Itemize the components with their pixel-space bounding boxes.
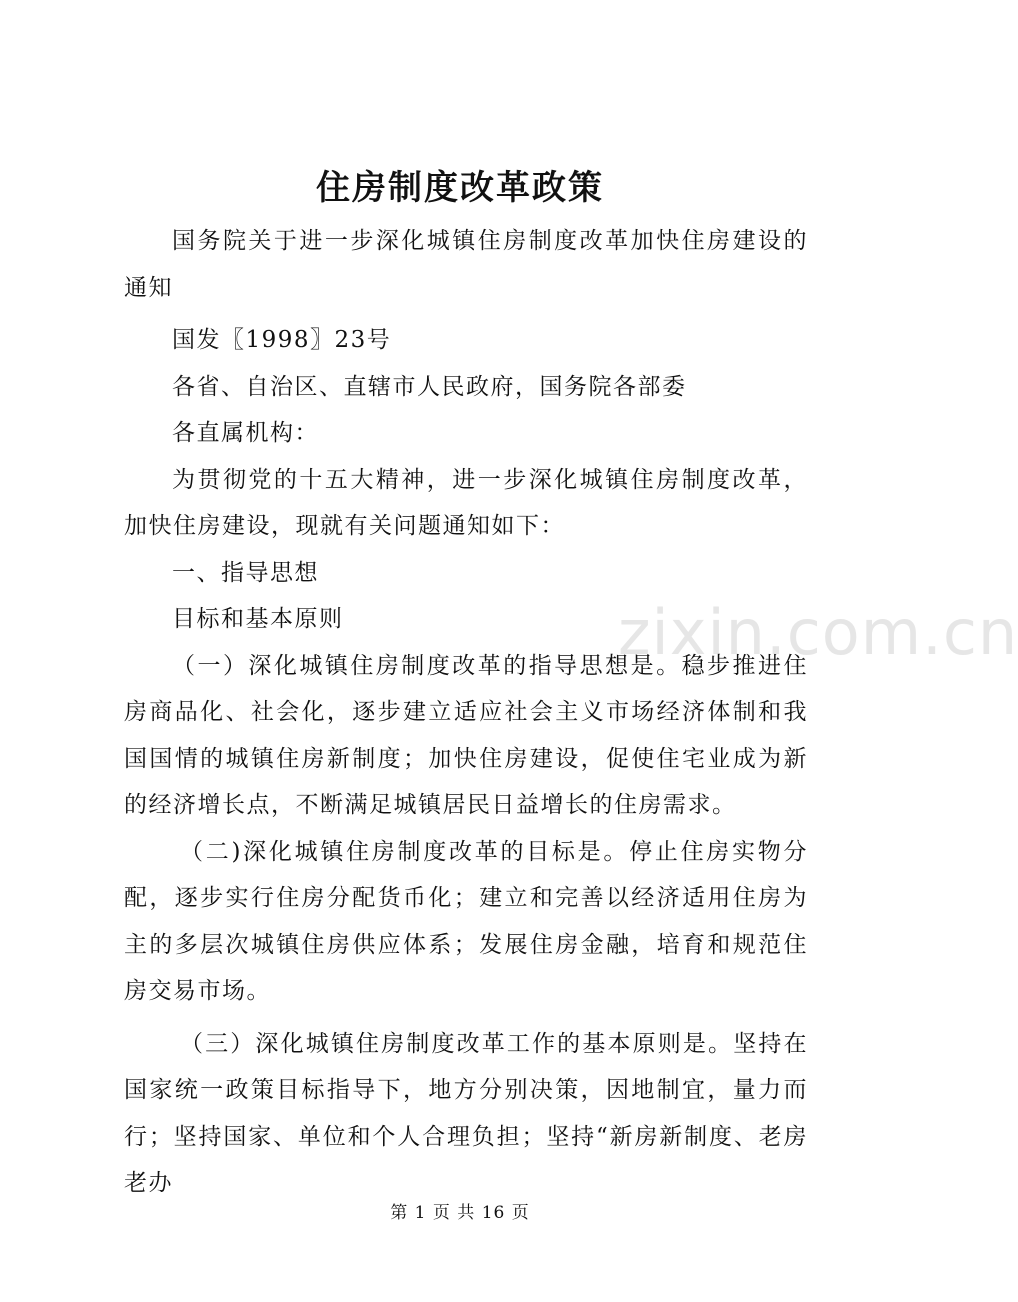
paragraph-doc-number: 国发〖1998〗23号 — [172, 327, 392, 353]
section-heading-guiding: 一、指导思想 — [172, 559, 319, 586]
document-body — [124, 218, 808, 1207]
page-footer: 第 1 页 共 16 页 — [390, 1203, 530, 1223]
paragraph-intro: 为贯彻党的十五大精神，进一步深化城镇住房制度改革，加快住房建设，现就有关问题通知如下： — [124, 466, 808, 539]
paragraph-item-3: （三）深化城镇住房制度改革工作的基本原则是。坚持在国家统一政策目标指导下，地方分别决策，因地制宜，量力而行；坚持国家、单位和个人合理负担；坚持“新房新制度、老房老办 — [124, 1030, 808, 1196]
document-title: 住房制度改革政策 — [316, 168, 604, 208]
paragraph-recipients: 各省、自治区、直辖市人民政府，国务院各部委 — [172, 373, 687, 400]
watermark: zixin.com.cn — [618, 596, 1018, 669]
paragraph-item-2: （二)深化城镇住房制度改革的目标是。停止住房实物分配，逐步实行住房分配货币化；建立和完善以经济适用住房为主的多层次城镇住房供应体系；发展住房金融，培育和规范住房交易市场。 — [124, 838, 808, 1004]
paragraph-item-1: （一）深化城镇住房制度改革的指导思想是。稳步推进住房商品化、社会化，逐步建立适应社会主义市场经济体制和我国国情的城镇住房新制度；加快住房建设，促使住宅业成为新的经济增长点，不断满足城镇居民日益增长的住房需求。 — [124, 652, 808, 818]
paragraph-notice-title: 国务院关于进一步深化城镇住房制度改革加快住房建设的通知 — [124, 228, 808, 301]
paragraph-recipients-cont: 各直属机构： — [172, 420, 319, 446]
section-heading-goals: 目标和基本原则 — [172, 606, 344, 632]
